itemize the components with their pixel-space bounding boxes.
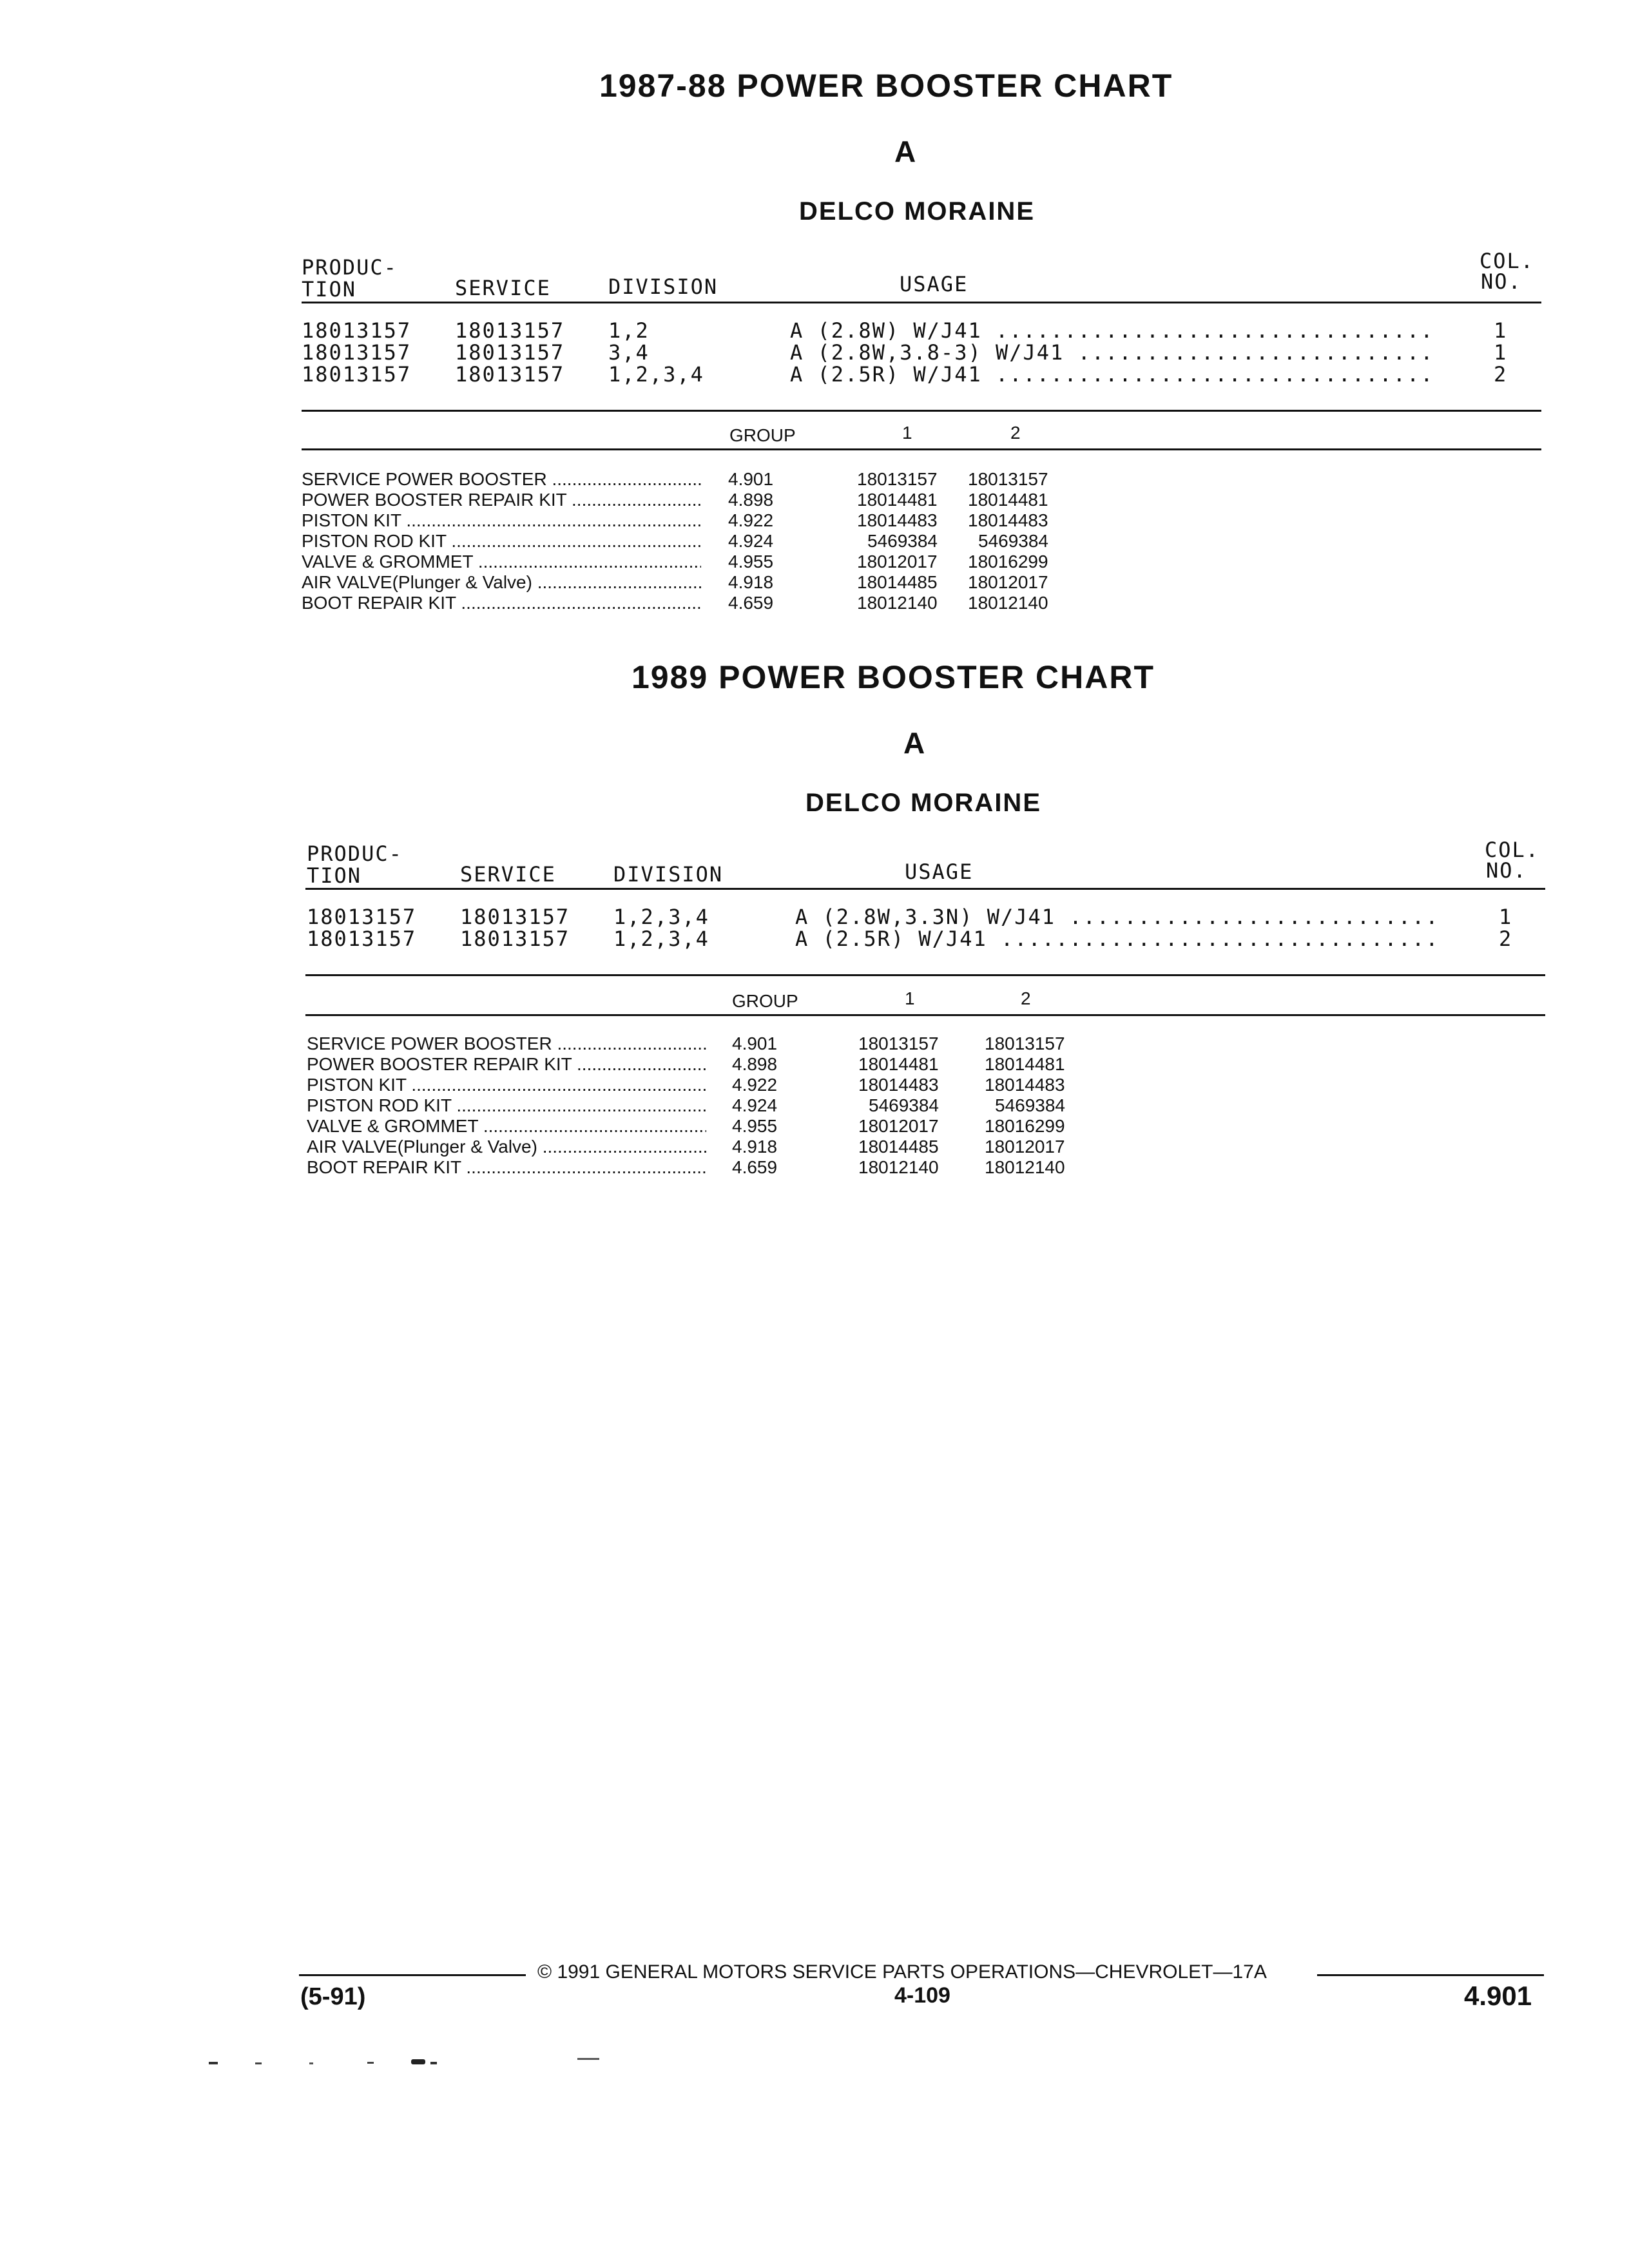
part-name: POWER BOOSTER REPAIR KIT ..... xyxy=(307,1054,706,1075)
list-item xyxy=(302,593,1139,613)
usage-cell: A (2.8W) W/J41 ..... xyxy=(790,320,1434,341)
footer-copyright: © 1991 GENERAL MOTORS SERVICE PARTS OPERATIONS—CHEVROLET—17A xyxy=(537,1961,1267,1983)
part-col-2: 18012017 xyxy=(985,1137,1065,1157)
scan-noise-marks xyxy=(193,2049,644,2075)
header-service: SERVICE xyxy=(455,276,551,300)
division-cell: 1,2 xyxy=(608,318,650,343)
part-col-1: 18012140 xyxy=(857,593,938,613)
header-production-2: TION xyxy=(307,863,362,888)
service-cell: 18013157 xyxy=(455,340,565,365)
table-row xyxy=(302,320,1541,341)
part-col-2: 18012140 xyxy=(985,1157,1065,1177)
header-col-2: NO. xyxy=(1481,269,1522,294)
scan-mark xyxy=(367,2062,374,2064)
usage-cell: A (2.8W,3.3N) W/J41 ..... xyxy=(795,906,1440,928)
list-item xyxy=(307,1137,1144,1157)
part-col-2: 18016299 xyxy=(968,552,1048,572)
list-item xyxy=(307,1116,1144,1137)
header-division: DIVISION xyxy=(613,862,724,887)
scan-mark xyxy=(309,2062,313,2064)
group-col-2-header: 2 xyxy=(1021,988,1031,1008)
part-group: 4.659 xyxy=(732,1157,778,1177)
part-col-1: 18014481 xyxy=(857,490,938,510)
parts-header-rule xyxy=(302,448,1541,450)
part-name: VALVE & GROMMET ..... xyxy=(302,552,701,572)
list-item xyxy=(307,1054,1144,1075)
header-service: SERVICE xyxy=(460,862,556,887)
service-cell: 18013157 xyxy=(455,318,565,343)
part-name: VALVE & GROMMET ..... xyxy=(307,1116,706,1137)
table-row xyxy=(302,341,1541,363)
part-col-2: 18016299 xyxy=(985,1116,1065,1136)
scan-mark xyxy=(255,2062,262,2064)
part-col-1: 18012140 xyxy=(858,1157,939,1177)
parts-top-rule xyxy=(305,974,1545,976)
scan-mark xyxy=(577,2058,599,2060)
part-col-2: 18012017 xyxy=(968,572,1048,592)
division-cell: 1,2,3,4 xyxy=(613,927,709,951)
part-col-1: 18014485 xyxy=(857,572,938,592)
usage-cell: A (2.5R) W/J41 ..... xyxy=(790,363,1434,385)
part-name: PISTON KIT ..... xyxy=(302,510,701,531)
part-group: 4.922 xyxy=(732,1075,778,1095)
part-col-1: 5469384 xyxy=(869,1095,940,1115)
part-col-2: 18013157 xyxy=(985,1033,1065,1053)
division-cell: 1,2,3,4 xyxy=(613,905,709,929)
col-no-cell: 2 xyxy=(1499,927,1513,951)
part-col-2: 18014481 xyxy=(968,490,1048,510)
parts-header-rule xyxy=(305,1014,1545,1016)
col-no-cell: 1 xyxy=(1494,318,1508,343)
part-col-2: 18012140 xyxy=(968,593,1048,613)
part-col-1: 18014481 xyxy=(858,1054,939,1074)
col-no-cell: 1 xyxy=(1494,340,1508,365)
parts-top-rule xyxy=(302,410,1541,412)
header-usage: USAGE xyxy=(905,860,974,884)
col-no-cell: 2 xyxy=(1494,362,1508,387)
service-cell: 18013157 xyxy=(460,927,570,951)
scan-mark xyxy=(209,2062,218,2064)
list-item xyxy=(307,1095,1144,1116)
footer-rule-right xyxy=(1317,1974,1544,1976)
footer-rule-left xyxy=(299,1974,526,1976)
table-row xyxy=(307,906,1547,928)
chart2-title: 1989 POWER BOOSTER CHART xyxy=(631,659,1155,695)
part-col-2: 18014483 xyxy=(985,1075,1065,1095)
part-name: PISTON KIT ..... xyxy=(307,1075,706,1095)
list-item xyxy=(302,552,1139,572)
list-item xyxy=(302,531,1139,552)
part-group: 4.901 xyxy=(728,469,774,489)
header-production-2: TION xyxy=(302,277,357,302)
header-production-1: PRODUC- xyxy=(307,841,403,866)
footer-date-code: (5-91) xyxy=(300,1983,366,2010)
part-col-1: 5469384 xyxy=(867,531,938,551)
table-row xyxy=(302,363,1541,385)
part-group: 4.901 xyxy=(732,1033,778,1053)
part-name: AIR VALVE(Plunger & Valve) ..... xyxy=(302,572,701,593)
part-col-1: 18012017 xyxy=(857,552,938,572)
group-col-1-header: 1 xyxy=(902,423,912,443)
usage-cell: A (2.8W,3.8-3) W/J41 ..... xyxy=(790,341,1434,363)
division-cell: 1,2,3,4 xyxy=(608,362,704,387)
production-cell: 18013157 xyxy=(302,318,412,343)
part-col-1: 18013157 xyxy=(857,469,938,489)
list-item xyxy=(302,490,1139,510)
part-name: BOOT REPAIR KIT ..... xyxy=(302,593,701,613)
part-group: 4.918 xyxy=(732,1137,778,1157)
part-col-2: 18014481 xyxy=(985,1054,1065,1074)
footer-group-number: 4.901 xyxy=(1464,1981,1532,2011)
part-group: 4.918 xyxy=(728,572,774,592)
part-group: 4.955 xyxy=(728,552,774,572)
header-production-1: PRODUC- xyxy=(302,255,398,280)
service-cell: 18013157 xyxy=(460,905,570,929)
chart1-letter: A xyxy=(894,135,916,168)
part-name: POWER BOOSTER REPAIR KIT ..... xyxy=(302,490,701,510)
header-rule xyxy=(305,888,1545,890)
division-cell: 3,4 xyxy=(608,340,650,365)
footer-page-number: 4-109 xyxy=(894,1983,950,2008)
header-col-2: NO. xyxy=(1486,858,1527,883)
chart2-letter: A xyxy=(903,726,925,760)
part-group: 4.659 xyxy=(728,593,774,613)
part-col-2: 5469384 xyxy=(995,1095,1066,1115)
chart2-maker: DELCO MORAINE xyxy=(805,789,1041,817)
production-cell: 18013157 xyxy=(307,905,417,929)
part-col-2: 18014483 xyxy=(968,510,1048,530)
part-col-2: 18013157 xyxy=(968,469,1048,489)
part-group: 4.922 xyxy=(728,510,774,530)
group-header: GROUP xyxy=(732,991,798,1011)
group-header: GROUP xyxy=(729,425,796,445)
part-name: PISTON ROD KIT ..... xyxy=(307,1095,706,1116)
header-usage: USAGE xyxy=(900,272,969,296)
part-group: 4.955 xyxy=(732,1116,778,1136)
group-col-2-header: 2 xyxy=(1010,423,1021,443)
header-rule xyxy=(302,302,1541,303)
group-col-1-header: 1 xyxy=(905,988,915,1008)
header-col-1: COL. xyxy=(1485,838,1540,862)
scan-mark xyxy=(411,2059,425,2064)
usage-cell: A (2.5R) W/J41 ..... xyxy=(795,928,1440,950)
part-name: SERVICE POWER BOOSTER ..... xyxy=(307,1033,706,1054)
production-cell: 18013157 xyxy=(307,927,417,951)
list-item xyxy=(302,469,1139,490)
part-name: PISTON ROD KIT ..... xyxy=(302,531,701,552)
part-group: 4.898 xyxy=(728,490,774,510)
chart1-maker: DELCO MORAINE xyxy=(799,197,1035,226)
production-cell: 18013157 xyxy=(302,362,412,387)
service-cell: 18013157 xyxy=(455,362,565,387)
part-col-1: 18012017 xyxy=(858,1116,939,1136)
part-col-1: 18014485 xyxy=(858,1137,939,1157)
list-item xyxy=(302,572,1139,593)
list-item xyxy=(307,1033,1144,1054)
table-row xyxy=(307,928,1547,950)
part-name: BOOT REPAIR KIT ..... xyxy=(307,1157,706,1178)
list-item xyxy=(302,510,1139,531)
production-cell: 18013157 xyxy=(302,340,412,365)
list-item xyxy=(307,1075,1144,1095)
part-group: 4.898 xyxy=(732,1054,778,1074)
part-col-1: 18013157 xyxy=(858,1033,939,1053)
chart1-title: 1987-88 POWER BOOSTER CHART xyxy=(599,68,1173,104)
part-name: SERVICE POWER BOOSTER ..... xyxy=(302,469,701,490)
list-item xyxy=(307,1157,1144,1178)
header-col-1: COL. xyxy=(1480,249,1535,273)
part-name: AIR VALVE(Plunger & Valve) ..... xyxy=(307,1137,706,1157)
part-group: 4.924 xyxy=(732,1095,778,1115)
part-col-1: 18014483 xyxy=(858,1075,939,1095)
part-col-2: 5469384 xyxy=(978,531,1049,551)
scan-mark xyxy=(430,2062,437,2064)
header-division: DIVISION xyxy=(608,274,718,299)
col-no-cell: 1 xyxy=(1499,905,1513,929)
part-col-1: 18014483 xyxy=(857,510,938,530)
part-group: 4.924 xyxy=(728,531,774,551)
